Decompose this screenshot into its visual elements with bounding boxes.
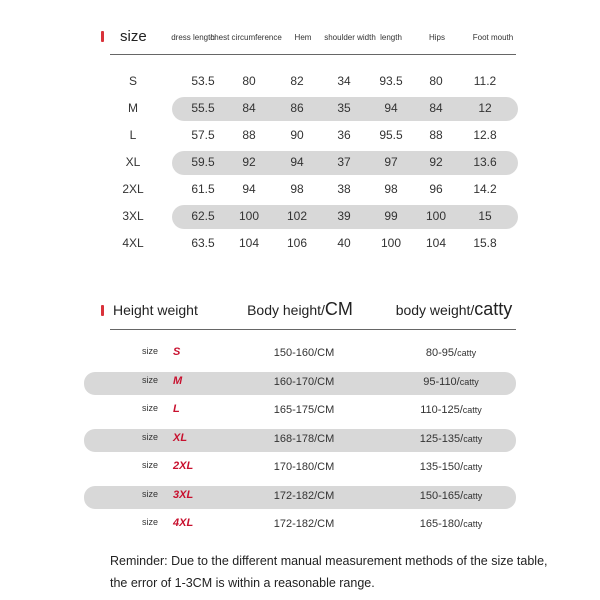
size-cell: 90 [290,128,304,142]
size-cell: 34 [337,74,351,88]
size-label: S [128,74,138,88]
weight-value: 125-135/ [419,432,464,445]
body-weight-label: body weight/ [395,302,475,318]
size-row [0,124,600,148]
weight-value: 110-125/ [420,404,463,416]
size-caption: size [142,403,159,413]
size-cell: 94 [290,155,304,169]
size-cell: 98 [290,182,304,196]
size-col-header: Hem [294,33,312,42]
size-cell: 99 [384,209,398,223]
height-range: 172-182/CM [273,518,335,530]
size-value: XL [173,431,188,444]
size-cell: 88 [429,128,443,142]
size-row [0,205,600,229]
size-cell: 100 [238,209,260,223]
hw-row [0,486,600,509]
size-cell: 53.5 [191,74,215,88]
size-value: 2XL [173,460,194,472]
size-col-header: length [380,33,402,42]
hw-table-title: Height weight [113,302,198,318]
size-col-header: Foot mouth [472,33,514,42]
body-height-label: Body height/ [247,302,325,318]
size-caption: size [142,460,159,470]
size-col-header: chest circumference [210,33,282,42]
weight-range [420,461,482,473]
hw-table-divider [110,329,516,330]
weight-value: 80-95/ [425,347,458,359]
size-cell: 92 [429,155,443,169]
height-range: 170-180/CM [273,461,335,473]
size-cell: 35 [337,101,351,115]
size-label: 2XL [122,182,144,196]
size-col-header: dress length [171,33,215,42]
size-value: L [173,403,180,415]
reminder-note: Reminder: Due to the different manual measurement methods of the size table, the error of 1-3CM is within a reasonable range. [110,554,548,590]
size-value: 3XL [173,488,194,501]
weight-range [420,404,482,416]
size-cell: 94 [384,101,398,115]
size-cell: 100 [380,236,402,250]
size-cell: 55.5 [191,101,215,115]
weight-unit: catty [463,490,483,501]
size-caption: size [142,374,159,385]
size-label: M [128,101,138,115]
size-label: 4XL [122,236,144,250]
size-cell: 102 [286,209,308,223]
body-weight-unit: catty [474,299,513,319]
size-table-title: size [120,28,147,45]
hw-row [0,343,600,366]
size-cell: 37 [337,155,351,169]
size-cell: 97 [384,155,398,169]
size-cell: 84 [429,101,443,115]
size-caption: size [142,517,159,527]
body-height-unit: CM [324,299,353,319]
height-range: 160-170/CM [273,375,335,388]
body-weight-header [396,299,513,320]
size-row [0,178,600,202]
size-cell: 59.5 [191,155,215,169]
size-cell: 106 [286,236,308,250]
height-range: 168-178/CM [273,432,335,445]
hw-row [0,429,600,452]
size-cell: 12 [478,101,492,115]
size-cell: 96 [429,182,443,196]
hw-row [0,457,600,480]
size-row [0,232,600,256]
weight-value: 165-180/ [419,518,464,530]
size-cell: 14.2 [473,182,497,196]
weight-unit: catty [459,376,479,387]
weight-unit: catty [463,462,483,472]
size-cell: 80 [242,74,256,88]
size-label: XL [125,155,141,169]
size-caption: size [142,346,159,356]
size-cell: 98 [384,182,398,196]
size-label: 3XL [122,209,144,223]
weight-value: 135-150/ [419,461,464,473]
size-row [0,70,600,94]
height-range: 150-160/CM [273,347,335,359]
size-caption: size [142,488,159,499]
weight-range [423,376,479,388]
size-cell: 62.5 [191,209,215,223]
size-cell: 104 [238,236,260,250]
weight-unit: catty [457,348,477,358]
weight-range [426,347,476,359]
weight-range [420,433,482,445]
size-caption: size [142,431,159,442]
size-row [0,97,600,121]
weight-unit: catty [463,433,483,444]
size-cell: 80 [429,74,443,88]
weight-unit: catty [463,519,483,529]
size-cell: 12.8 [473,128,497,142]
size-cell: 100 [425,209,447,223]
hw-row [0,400,600,423]
size-cell: 92 [242,155,256,169]
size-value: S [173,346,181,358]
size-cell: 93.5 [379,74,403,88]
size-cell: 11.2 [473,74,497,88]
height-range: 165-175/CM [273,404,335,416]
size-cell: 88 [242,128,256,142]
size-row [0,151,600,175]
weight-value: 150-165/ [419,489,464,502]
size-cell: 57.5 [191,128,215,142]
size-cell: 63.5 [191,236,215,250]
weight-range [420,490,482,502]
size-cell: 94 [242,182,256,196]
size-cell: 61.5 [191,182,215,196]
section-marker [101,31,104,42]
size-col-header: shoulder width [324,33,376,42]
size-cell: 36 [337,128,351,142]
weight-value: 95-110/ [423,375,460,388]
size-cell: 40 [337,236,351,250]
size-cell: 86 [290,101,304,115]
size-cell: 15.8 [473,236,497,250]
size-table-divider [110,54,516,55]
weight-range [420,518,482,530]
size-cell: 13.6 [473,155,497,169]
size-cell: 15 [478,209,492,223]
size-cell: 95.5 [379,128,403,142]
body-height-header [247,299,353,320]
height-range: 172-182/CM [273,489,335,502]
weight-unit: catty [462,405,482,415]
size-cell: 82 [290,74,304,88]
size-cell: 38 [337,182,351,196]
hw-row [0,514,600,537]
size-value: 4XL [173,517,194,529]
hw-row [0,372,600,395]
section-marker [101,305,104,316]
size-cell: 104 [425,236,447,250]
size-value: M [173,374,183,387]
size-cell: 39 [337,209,351,223]
size-label: L [129,128,137,142]
size-col-header: Hips [428,33,446,42]
size-cell: 84 [242,101,256,115]
